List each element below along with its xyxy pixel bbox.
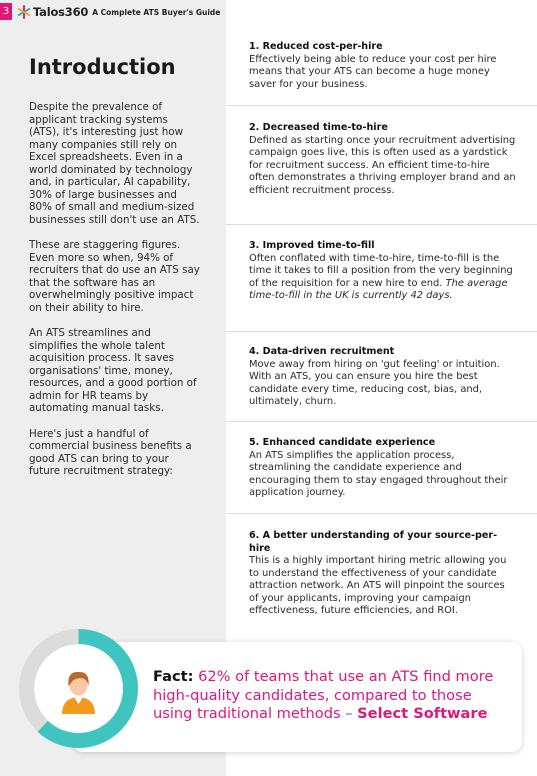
benefit-body: This is a highly important hiring metric allowing you to understand the effectiveness of your candidate attraction network. An ATS will pinpoint the sources of your applicants, improving your campaign effectiveness, future efficiencies, and ROI. [249,555,507,616]
intro-paragraph: An ATS streamlines and simplifies the whole talent acquisition process. It saves organisations' time, money, resources, and a good portion of admin for HR teams by automating manual tasks. [29,327,197,414]
intro-paragraph: Despite the prevalence of applicant tracking systems (ATS), it's interesting just how many companies still rely on Excel spreadsheets. Even in a world dominated by technology and, in particular, AI capability, 30% of large businesses and 80% of small and medium-sized businesses still don't use an ATS. [29,101,200,226]
benefit-title: 4. Data-driven recruitment [249,346,395,357]
stat-ring-chart [18,628,139,749]
benefit-item [249,41,517,91]
brand-name: Talos360 [33,5,89,19]
intro-paragraph: These are staggering figures. Even more so when, 94% of recruiters that do use an ATS say that the software has an overwhelmingly positive impact on their ability to hire. [29,239,200,314]
divider [226,331,537,332]
divider [226,421,537,422]
intro-text [29,101,201,491]
benefit-body [249,253,517,303]
divider [226,105,537,106]
benefit-body: Effectively being able to reduce your cost per hire means that your ATS can become a huge money saver for your business. [249,53,497,90]
benefit-title: 1. Reduced cost-per-hire [249,41,383,52]
brand-logo [17,4,220,20]
benefit-title: 6. A better understanding of your source-per-hire [249,530,498,554]
page-number: 3 [0,3,12,20]
intro-heading: Introduction [29,55,176,79]
benefit-body: An ATS simplifies the application process, streamlining the candidate experience and encouraging them to stay engaged throughout their application journey. [249,449,508,498]
fact-label: Fact: [153,668,194,685]
fact-statement: 62% of teams that use an ATS find more high-quality candidates, compared to those using traditional methods – [153,668,494,722]
benefit-body-text: Often conflated with time-to-hire, time-to-fill is the time it takes to fill a position from the very beginning of the requisition for a new hire to end. [249,252,513,289]
divider [226,224,537,225]
divider [226,513,537,514]
intro-paragraph: Here's just a handful of commercial business benefits a good ATS can bring to your future recruitment strategy: [29,427,192,477]
benefit-title: 3. Improved time-to-fill [249,240,375,251]
benefit-body: Defined as starting once your recruitment advertising campaign goes live, this is often used as a yardstick for recruitment success. An efficient time-to-hire often demonstrates a thriving employer brand and an efficient recruitment process. [249,134,516,196]
benefit-title: 2. Decreased time-to-hire [249,122,388,133]
fact-source: Select Software [357,705,488,722]
benefit-item [249,346,517,409]
fact-text [153,668,513,724]
benefit-stat: The average time-to-fill in the UK is currently 42 days. [249,277,508,301]
benefit-item [249,240,517,303]
benefit-item [249,437,517,500]
benefit-title: 5. Enhanced candidate experience [249,437,436,448]
benefit-item [249,122,517,197]
guide-title: A Complete ATS Buyer's Guide [92,7,221,17]
benefit-item [249,530,517,618]
benefit-body: Move away from hiring on 'gut feeling' or intuition. With an ATS, you can ensure you hire the best candidate every time, reducing cost, bias, and, ultimately, churn. [249,358,500,407]
talos-logo-icon [17,5,31,19]
